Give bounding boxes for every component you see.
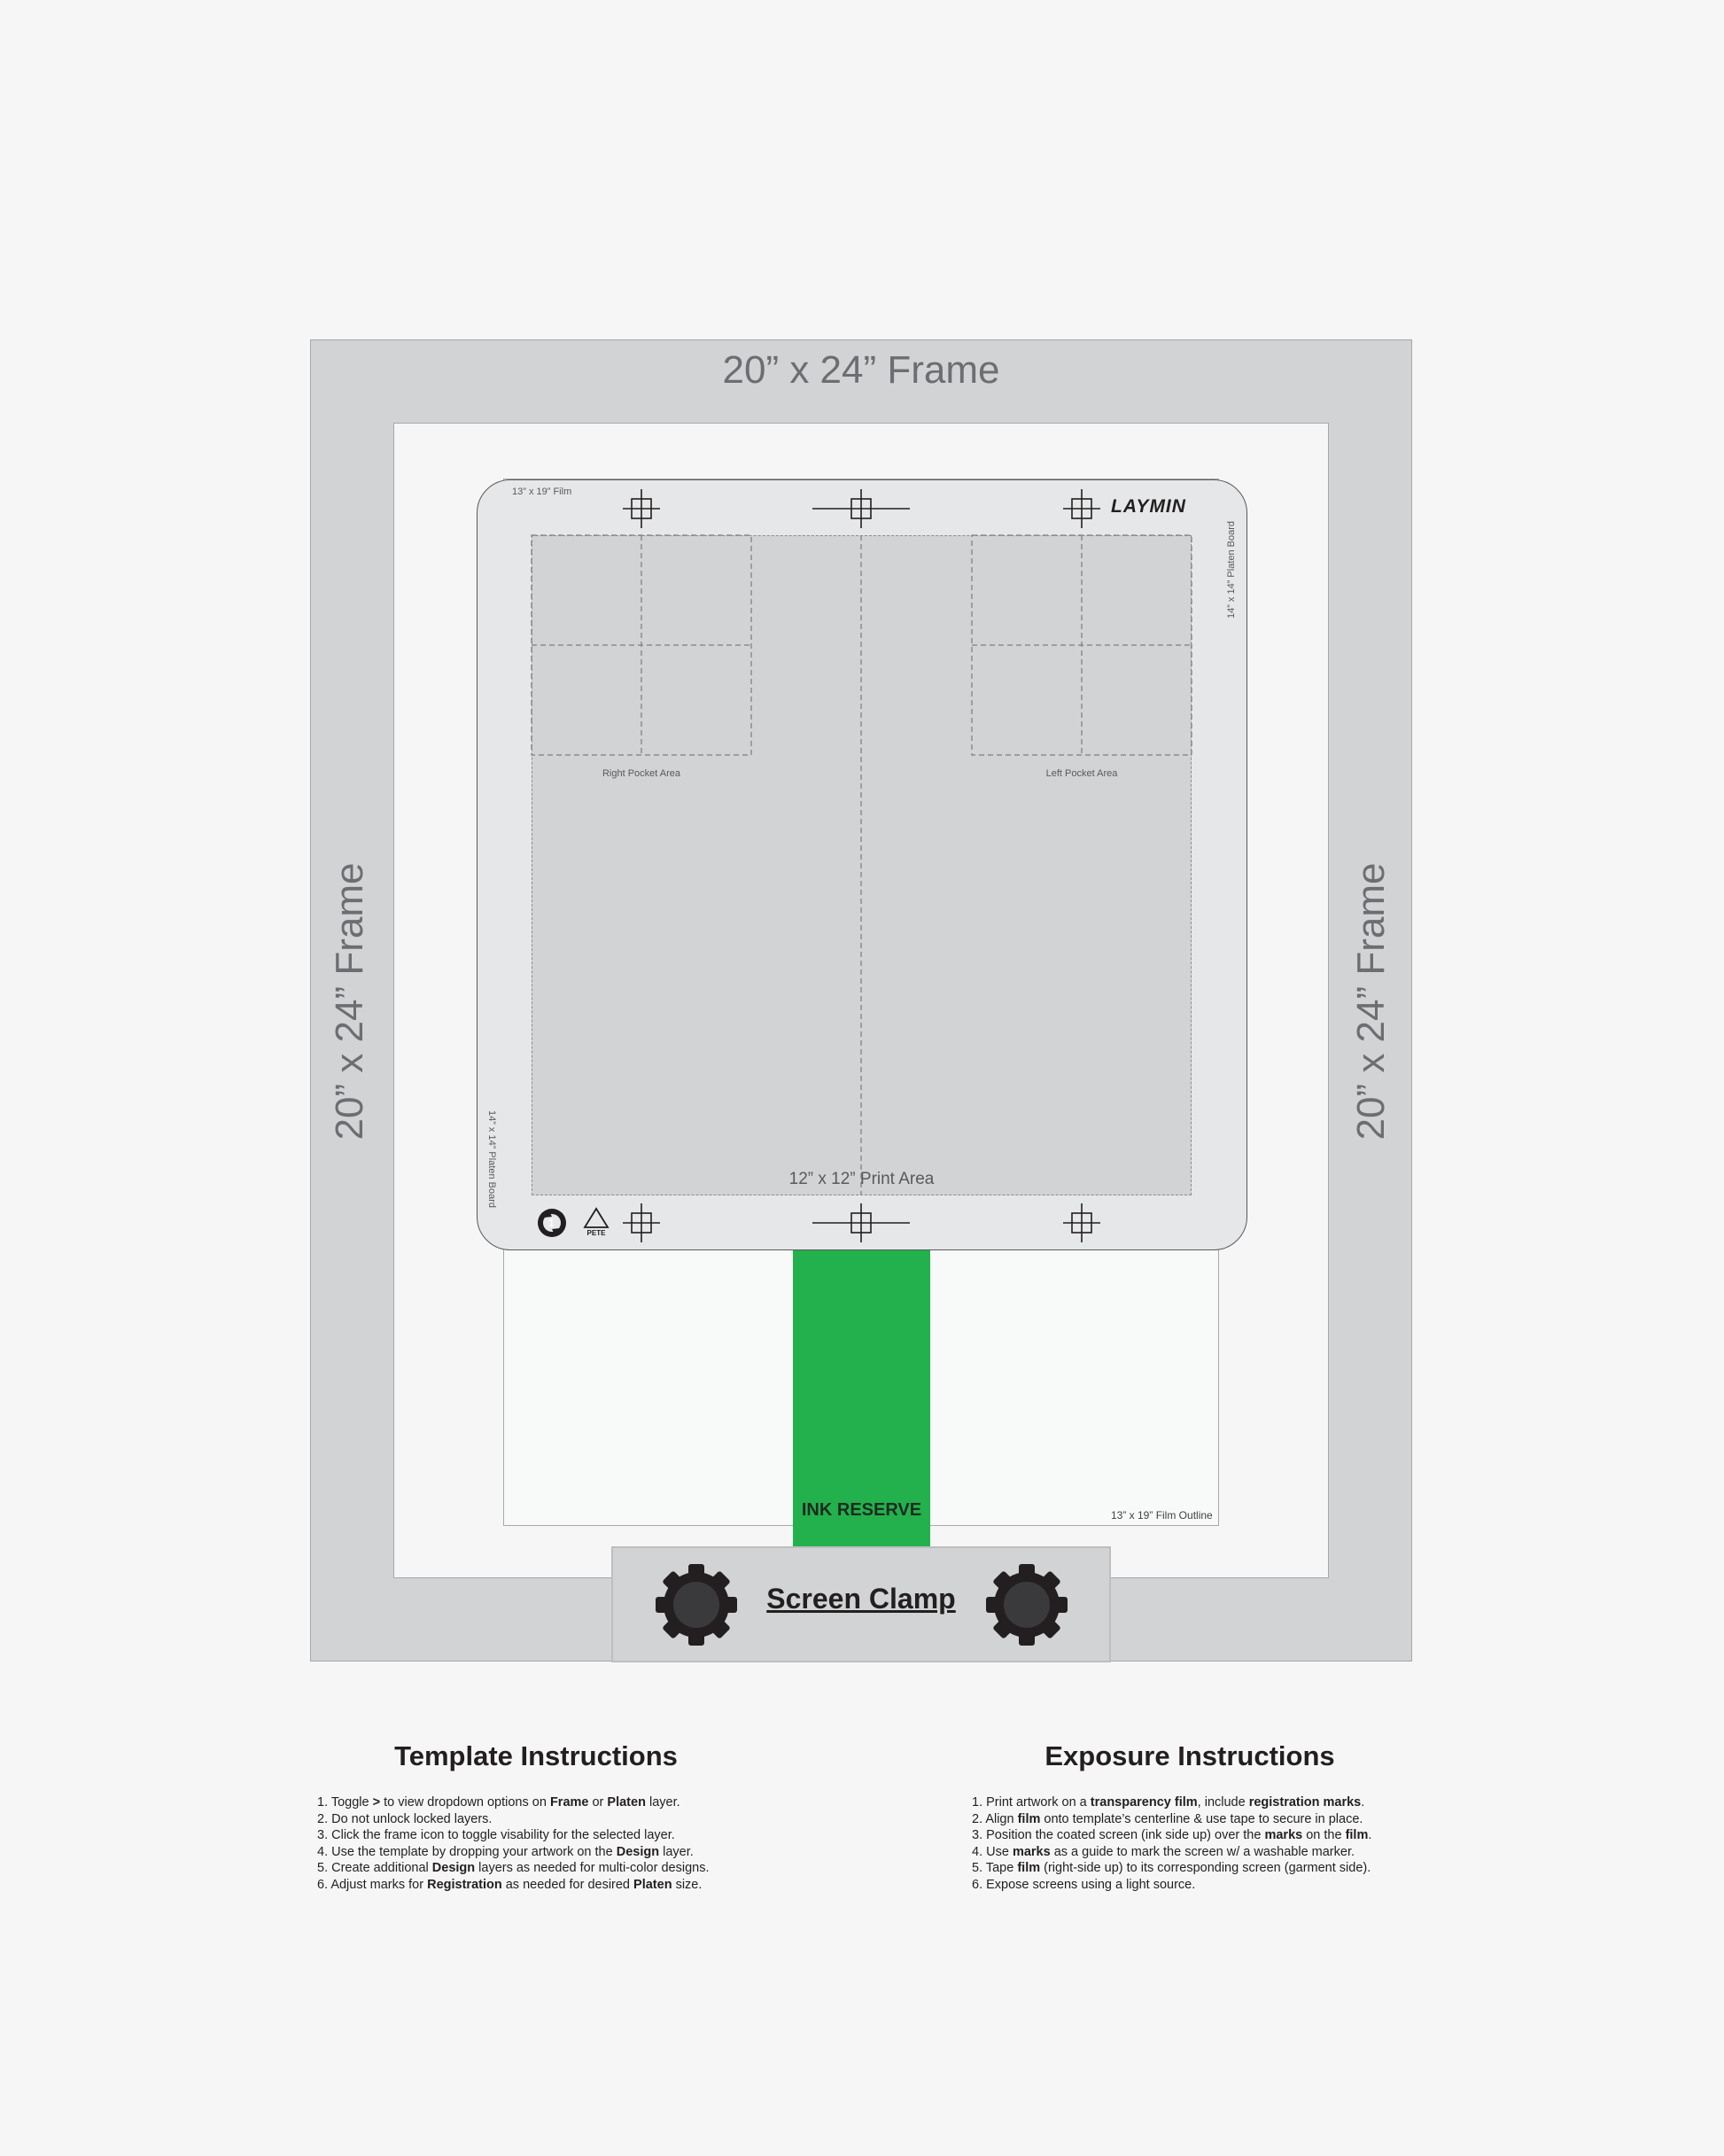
registration-mark-bottom-center — [812, 1203, 910, 1242]
registration-mark-top-center — [812, 489, 910, 528]
frame-title-top: 20” x 24” Frame — [722, 348, 1000, 392]
instruction-item: 5. Create additional Design layers as needed for multi-color designs. — [317, 1861, 710, 1876]
film-outline-label: 13” x 19” Film Outline — [1111, 1509, 1213, 1522]
left-pocket-label: Left Pocket Area — [1045, 768, 1118, 779]
right-pocket-label: Right Pocket Area — [602, 768, 681, 779]
instruction-item: 1. Print artwork on a transparency film, include registration marks. — [972, 1795, 1365, 1810]
screen-clamp-label: Screen Clamp — [766, 1583, 956, 1615]
platen-label-right: 14” x 14” Platen Board — [1226, 520, 1237, 619]
instruction-item: 6. Adjust marks for Registration as needed for desired Platen size. — [317, 1877, 703, 1892]
instruction-item: 4. Use marks as a guide to mark the screen w/ a washable marker. — [972, 1844, 1355, 1859]
print-area-label: 12” x 12” Print Area — [788, 1170, 935, 1188]
frame-title-left: 20” x 24” Frame — [328, 862, 371, 1140]
clamp-knob-left-icon — [656, 1564, 737, 1646]
registration-mark-bottom-left — [623, 1203, 660, 1242]
ink-reserve-label: INK RESERVE — [801, 1500, 922, 1520]
instruction-item: 6. Expose screens using a light source. — [972, 1877, 1196, 1892]
instruction-item: 4. Use the template by dropping your artwork on the Design layer. — [317, 1844, 694, 1859]
clamp-knobs — [611, 1546, 1111, 1662]
recycle-number: 1 — [548, 1217, 555, 1229]
instruction-item: 1. Toggle > to view dropdown options on Frame or Platen layer. — [317, 1795, 680, 1810]
instruction-item: 2. Do not unlock locked layers. — [317, 1811, 493, 1826]
registration-mark-bottom-right — [1063, 1203, 1100, 1242]
registration-mark-top-right — [1063, 489, 1100, 528]
laymin-logo: LAYMIN — [1111, 496, 1186, 517]
exposure-instructions-list — [972, 1794, 1371, 1894]
exposure-instructions-title: Exposure Instructions — [1044, 1740, 1335, 1771]
instruction-item: 3. Position the coated screen (ink side up) over the marks on the film. — [972, 1828, 1372, 1843]
film-label: 13” x 19” Film — [512, 486, 572, 497]
template-instructions-list — [317, 1794, 709, 1894]
registration-mark-top-left — [623, 489, 660, 528]
pete-label: PETE — [586, 1229, 606, 1237]
instruction-item: 2. Align film onto template’s centerline & use tape to secure in place. — [972, 1811, 1363, 1826]
frame-title-right: 20” x 24” Frame — [1349, 862, 1393, 1140]
platen-label-left: 14” x 14” Platen Board — [486, 1109, 497, 1209]
pete-recycle-icon — [585, 1209, 608, 1227]
instruction-item: 3. Click the frame icon to toggle visability for the selected layer. — [317, 1828, 675, 1843]
template-instructions-title: Template Instructions — [394, 1740, 678, 1771]
instruction-item: 5. Tape film (right-side up) to its corresponding screen (garment side). — [972, 1861, 1371, 1876]
clamp-knob-right-icon — [986, 1564, 1068, 1646]
